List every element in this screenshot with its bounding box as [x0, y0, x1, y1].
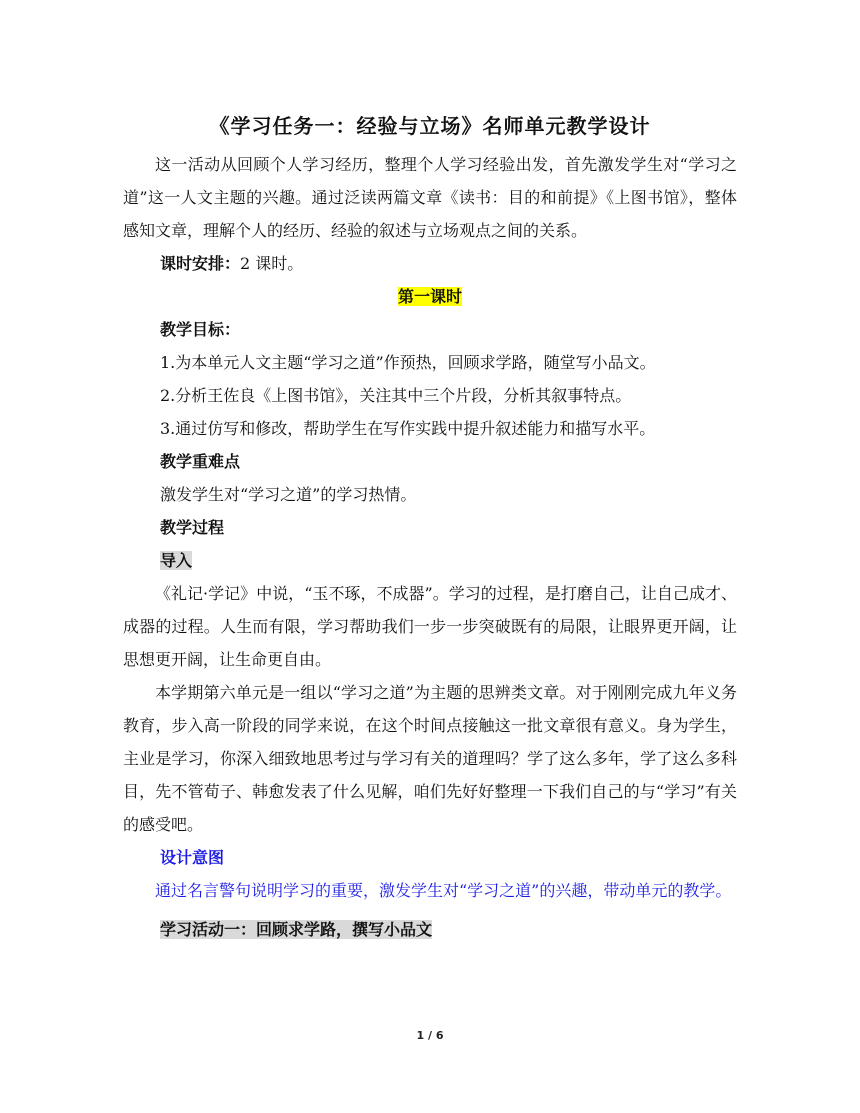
- design-intent-heading: 设计意图: [160, 848, 225, 867]
- design-intent-text: 通过名言警句说明学习的重要，激发学生对“学习之道”的兴趣，带动单元的教学。: [155, 881, 732, 900]
- goal-item: 1.为本单元人文主题“学习之道”作预热，回顾求学路，随堂写小品文。: [160, 353, 656, 372]
- intro-paragraph: 这一活动从回顾个人学习经历，整理个人学习经验出发，首先激发学生对“学习之道”这一人文主题的兴趣。通过泛读两篇文章《读书：目的和前提》《上图书馆》，整体感知文章，理解个人的经历、经验的叙述与立场观点之间的关系。: [123, 155, 737, 240]
- intro-section-heading: 导入: [160, 551, 193, 570]
- intro-section-heading-line: [123, 544, 737, 577]
- goal-item: 3.通过仿写和修改，帮助学生在写作实践中提升叙述能力和描写水平。: [160, 419, 656, 438]
- schedule-value: 2 课时。: [240, 254, 304, 273]
- process-heading: 教学过程: [160, 518, 225, 537]
- activity-heading-line: [123, 913, 737, 946]
- document-body: [123, 148, 737, 946]
- document-title: 《学习任务一：经验与立场》名师单元教学设计: [209, 114, 651, 138]
- activity-heading: 学习活动一：回顾求学路，撰写小品文: [160, 920, 433, 939]
- lesson-heading-line: [123, 280, 737, 313]
- schedule-label: 课时安排：: [160, 254, 241, 273]
- goal-item: 2.分析王佐良《上图书馆》，关注其中三个片段，分析其叙事特点。: [160, 386, 632, 405]
- key-points-heading: 教学重难点: [160, 452, 241, 471]
- goals-heading: 教学目标：: [160, 320, 241, 339]
- intro-paragraph-2: 本学期第六单元是一组以“学习之道”为主题的思辨类文章。对于刚刚完成九年义务教育，步入高一阶段的同学来说，在这个时间点接触这一批文章很有意义。身为学生，主业是学习，你深入细致地思考过与学习有关的道理吗？学了这么多年，学了这么多科目，先不管荀子、韩愈发表了什么见解，咱们先好好整理一下我们自己的与“学习”有关的感受吧。: [123, 683, 737, 834]
- page-indicator: 1 / 6: [416, 1029, 444, 1042]
- schedule-line: [123, 247, 737, 280]
- intro-paragraph-1: 《礼记·学记》中说，“玉不琢，不成器”。学习的过程，是打磨自己，让自己成才、成器的过程。人生而有限，学习帮助我们一步一步突破既有的局限，让眼界更开阔，让思想更开阔，让生命更自由。: [123, 584, 737, 669]
- key-points-text: 激发学生对“学习之道”的学习热情。: [160, 485, 417, 504]
- lesson-heading: 第一课时: [397, 287, 462, 306]
